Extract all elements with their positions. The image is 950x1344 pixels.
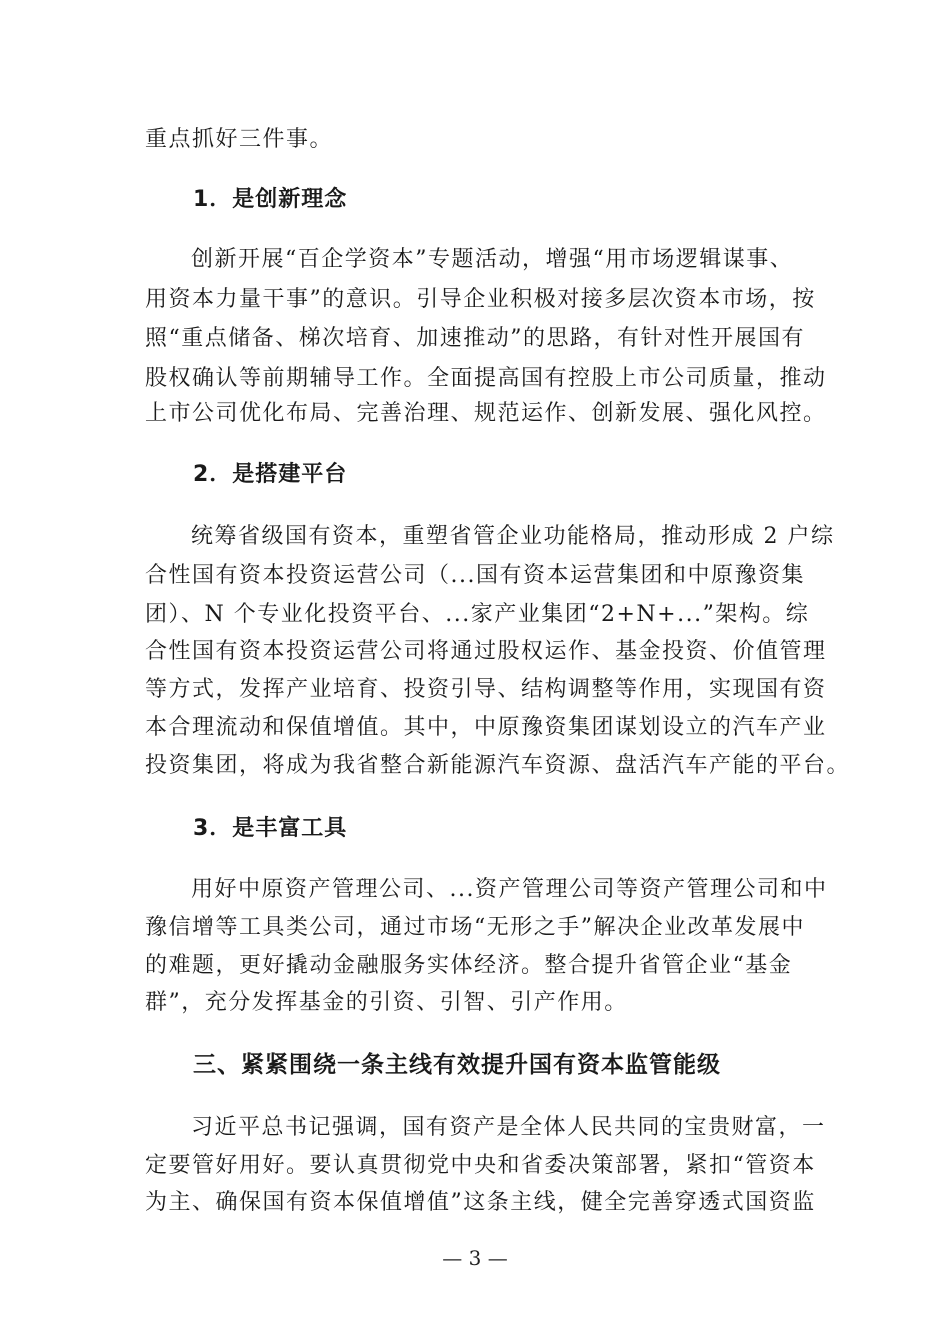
subheading-innovation: 1．是创新理念 [193, 187, 348, 212]
paragraph-line: 照“重点储备、梯次培育、加速推动”的思路，有针对性开展国有 [145, 326, 805, 351]
paragraph-line: 创新开展“百企学资本”专题活动，增强“用市场逻辑谋事、 [191, 247, 794, 272]
paragraph-line: 习近平总书记强调，国有资产是全体人民共同的宝贵财富，一 [191, 1115, 826, 1140]
paragraph-line: 股权确认等前期辅导工作。全面提高国有控股上市公司质量，推动 [145, 366, 827, 391]
paragraph-line: 用好中原资产管理公司、...资产管理公司等资产管理公司和中 [191, 877, 828, 902]
paragraph-line: 群”，充分发挥基金的引资、引智、引产作用。 [145, 990, 628, 1015]
paragraph-line: 为主、确保国有资本保值增值”这条主线，健全完善穿透式国资监 [145, 1190, 816, 1215]
paragraph-line: 统筹省级国有资本，重塑省管企业功能格局，推动形成 2 户综 [191, 524, 835, 549]
subheading-tools: 3．是丰富工具 [193, 816, 348, 841]
paragraph-line: 的难题，更好撬动金融服务实体经济。整合提升省管企业“基金 [145, 953, 793, 978]
paragraph-line: 豫信增等工具类公司，通过市场“无形之手”解决企业改革发展中 [145, 915, 805, 940]
paragraph-line: 合性国有资本投资运营公司将通过股权运作、基金投资、价值管理 [145, 639, 827, 664]
paragraph-line: 本合理流动和保值增值。其中，中原豫资集团谋划设立的汽车产业 [145, 715, 827, 740]
paragraph-line: 等方式，发挥产业培育、投资引导、结构调整等作用，实现国有资 [145, 677, 827, 702]
paragraph-line: 合性国有资本投资运营公司（...国有资本运营集团和中原豫资集 [145, 563, 805, 588]
paragraph-line: 投资集团，将成为我省整合新能源汽车资源、盘活汽车产能的平台。 [145, 753, 851, 778]
subheading-platform: 2．是搭建平台 [193, 462, 348, 487]
paragraph-line: 定要管好用好。要认真贯彻党中央和省委决策部署，紧扣“管资本 [145, 1153, 816, 1178]
paragraph-line: 上市公司优化布局、完善治理、规范运作、创新发展、强化风控。 [145, 401, 827, 426]
page-number: — 3 — [442, 1246, 508, 1270]
intro-line: 重点抓好三件事。 [145, 127, 334, 152]
paragraph-line: 用资本力量干事”的意识。引导企业积极对接多层次资本市场，按 [145, 287, 816, 312]
paragraph-line: 团）、N 个专业化投资平台、...家产业集团“2+N+...”架构。综 [145, 602, 810, 627]
section-heading: 三、紧紧围绕一条主线有效提升国有资本监管能级 [193, 1052, 721, 1078]
